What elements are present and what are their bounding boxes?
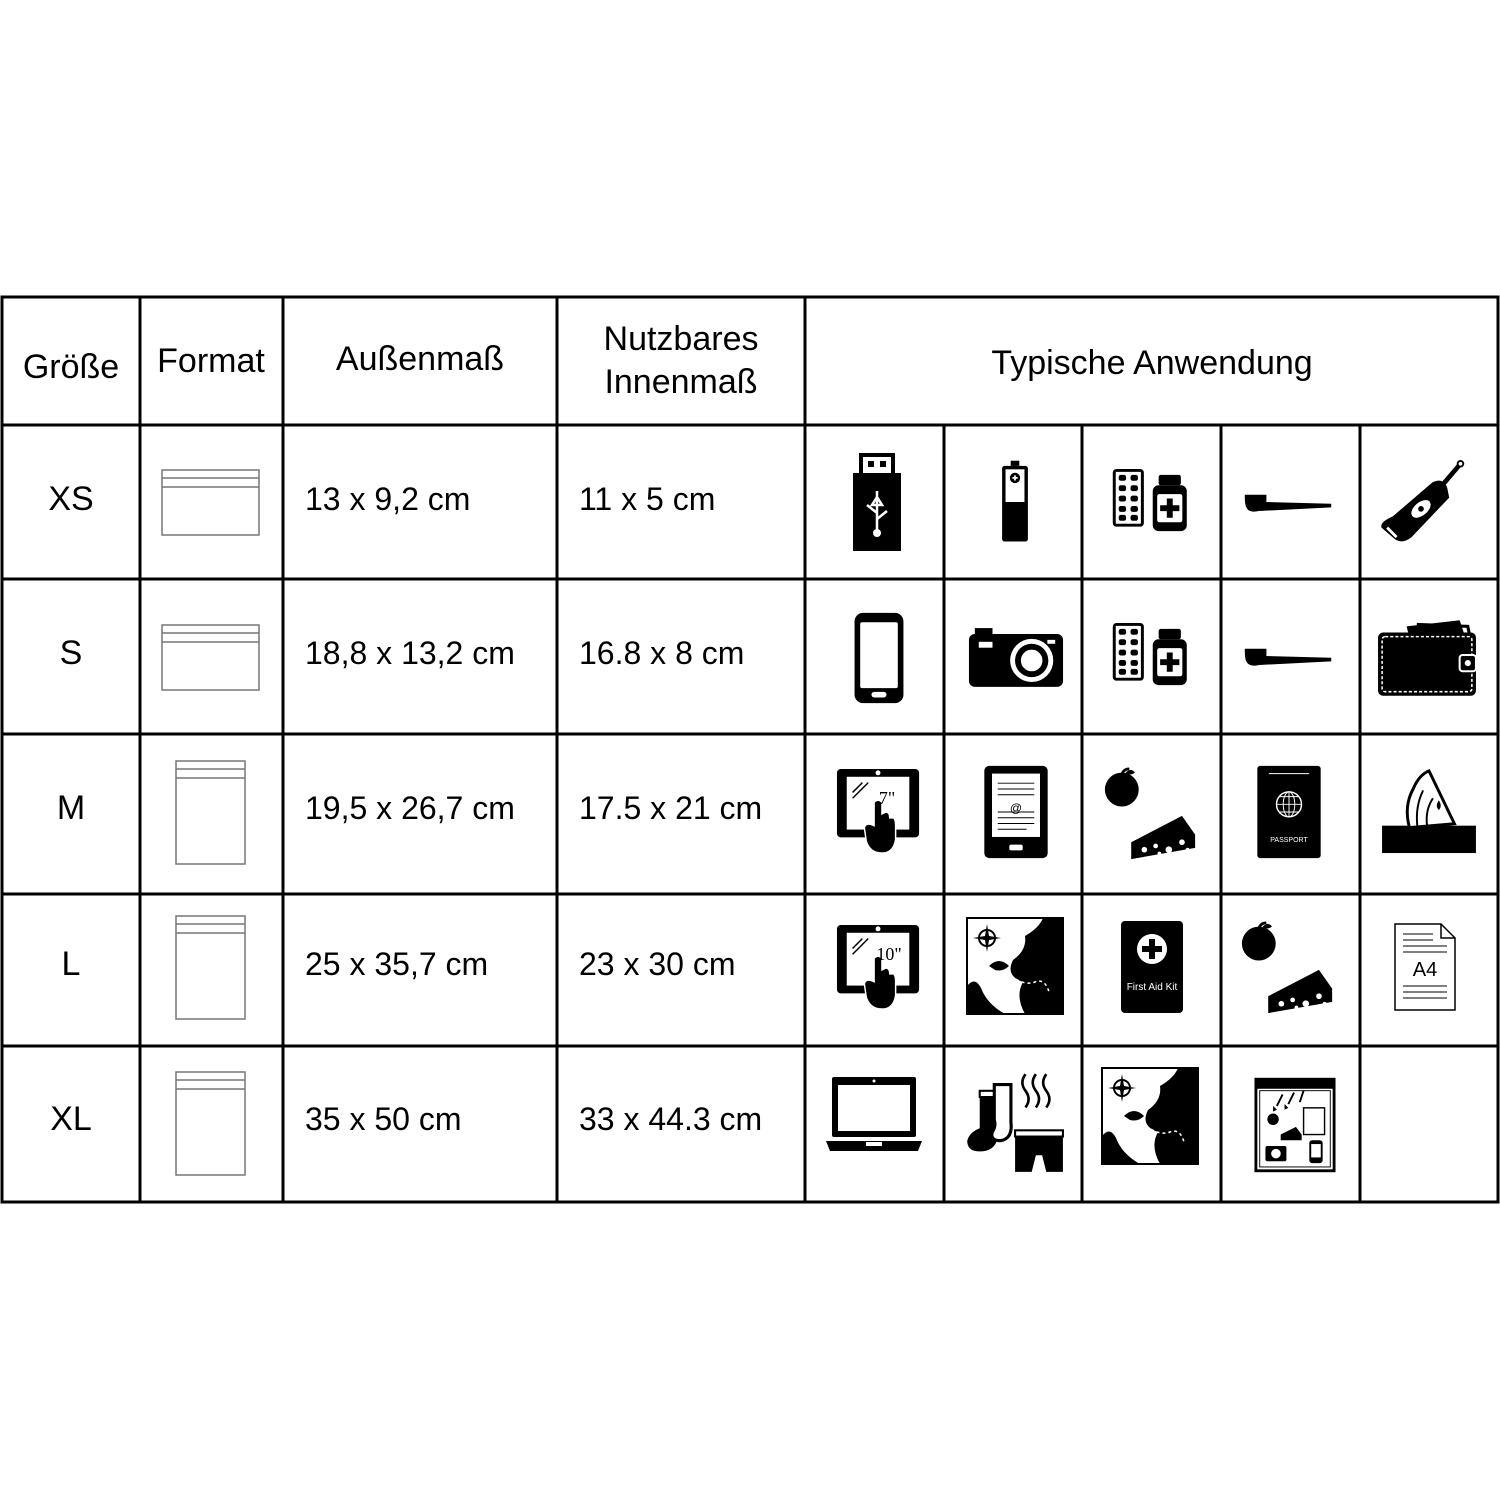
tablet-10-label: 10" [876, 944, 902, 964]
table-border [2, 297, 1498, 1202]
row-outer: 25 x 35,7 cm [305, 946, 489, 982]
tablet-10-icon [837, 925, 919, 1009]
battery-icon [1002, 461, 1028, 542]
header-inner-line2: Innenmaß [604, 363, 758, 401]
passport-icon [1257, 766, 1320, 858]
ereader-icon [984, 766, 1047, 858]
passport-label: PASSPORT [1270, 837, 1308, 844]
table-row [60, 613, 1476, 703]
tissue-box-icon [1382, 771, 1476, 853]
pipe-icon [1245, 649, 1331, 666]
row-inner: 23 x 30 cm [579, 946, 736, 982]
table-row [50, 1068, 1334, 1175]
tablet-7-icon [837, 769, 919, 853]
a4-label: A4 [1412, 959, 1438, 981]
row-size: M [56, 789, 86, 827]
format-portrait-icon [176, 1072, 245, 1175]
row-size: XL [50, 1100, 92, 1138]
row-inner: 16.8 x 8 cm [579, 635, 745, 671]
row-outer: 13 x 9,2 cm [305, 481, 471, 517]
first-aid-kit-icon [1121, 921, 1183, 1013]
ereader-label: @ [1009, 801, 1023, 815]
header-inner-line1: Nutzbares [603, 320, 759, 358]
table-row [62, 916, 1455, 1019]
laptop-icon [826, 1077, 922, 1151]
apple-cheese-icon [1105, 769, 1195, 859]
header-format: Format [157, 342, 265, 380]
pipe-icon [1245, 495, 1331, 512]
header-usage: Typische Anwendung [991, 344, 1313, 382]
camera-icon [969, 628, 1063, 687]
map-icon [1102, 1068, 1198, 1164]
table-row [48, 455, 1463, 551]
table-header [23, 320, 1313, 401]
usb-stick-icon [853, 455, 901, 551]
row-size: L [61, 945, 81, 983]
tablet-7-label: 7" [878, 788, 896, 808]
format-landscape-icon [162, 625, 259, 690]
row-outer: 19,5 x 26,7 cm [305, 790, 515, 826]
row-inner: 11 x 5 cm [579, 481, 716, 517]
table-grid [2, 297, 1498, 1202]
row-inner: 33 x 44.3 cm [579, 1101, 763, 1137]
map-icon [967, 918, 1063, 1014]
row-size: XS [48, 480, 94, 518]
pills-medicine-icon [1114, 624, 1187, 685]
format-portrait-icon [176, 916, 245, 1019]
pills-medicine-icon [1114, 470, 1187, 531]
row-inner: 17.5 x 21 cm [579, 790, 763, 826]
wallet-icon [1378, 620, 1476, 695]
header-outer: Außenmaß [335, 340, 505, 378]
table-row [57, 761, 1476, 864]
car-key-icon [1381, 461, 1463, 541]
header-size: Größe [22, 348, 120, 386]
first-aid-label: First Aid Kit [1126, 982, 1178, 993]
row-size: S [59, 634, 83, 672]
bag-with-items-icon [1256, 1079, 1334, 1171]
smartphone-icon [855, 613, 904, 703]
apple-cheese-icon [1242, 923, 1332, 1013]
row-outer: 18,8 x 13,2 cm [305, 635, 515, 671]
socks-underwear-icon [967, 1074, 1063, 1172]
a4-document-icon [1395, 924, 1455, 1010]
row-outer: 35 x 50 cm [305, 1101, 462, 1137]
format-landscape-icon [162, 470, 259, 535]
format-portrait-icon [176, 761, 245, 864]
